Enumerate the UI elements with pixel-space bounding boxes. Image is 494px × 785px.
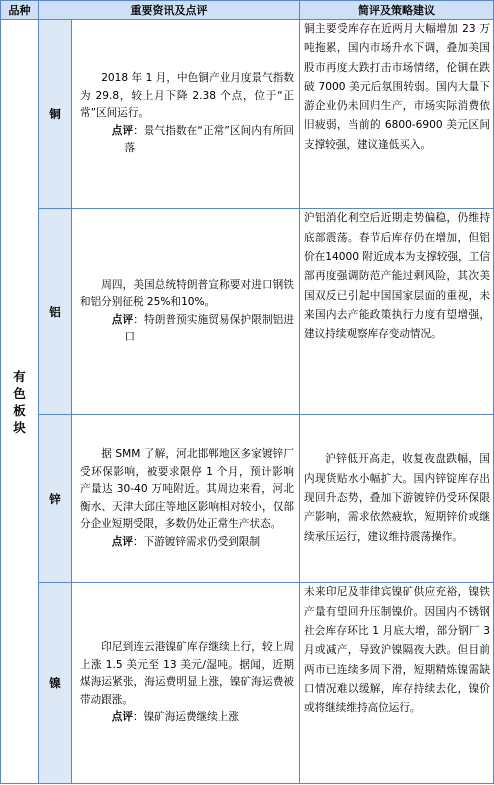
header-category: 品种	[1, 1, 39, 20]
comment-zinc	[93, 534, 294, 552]
header-news: 重要资讯及点评	[39, 1, 300, 20]
table-row-zinc	[1, 415, 494, 583]
comment-prefix: 点评	[111, 124, 134, 137]
metal-label-zinc: 锌	[39, 415, 72, 583]
metal-label-aluminium: 铝	[39, 209, 72, 415]
table-row-aluminium	[1, 209, 494, 415]
news-text-copper: 2018 年 1 月，中色铜产业月度景气指数为 29.8，较上月下降 2.38 个点，位于“正常”区间运行。	[80, 72, 294, 120]
comment-text-aluminium: ：特朗普预实施贸易保护限制铝进口	[124, 313, 295, 344]
news-cell-aluminium	[72, 209, 300, 415]
comment-text-nickel: ：镍矿海运费继续上涨	[132, 711, 239, 724]
category-cell	[1, 20, 39, 784]
metal-label-copper: 铜	[39, 20, 72, 209]
header-strategy: 简评及策略建议	[300, 1, 494, 20]
metal-label-nickel: 镍	[39, 583, 72, 784]
comment-prefix: 点评	[111, 313, 134, 326]
news-cell-zinc	[72, 415, 300, 583]
table-row-copper	[1, 20, 494, 209]
comment-aluminium	[93, 312, 294, 347]
comment-copper	[93, 123, 294, 158]
strategy-cell-copper: 铜主要受库存在近两月大幅增加 23 万吨拖累，国内市场升水下调，叠加美国股市再度大跌打击市场情绪，伦铜在跌破 7000 美元后氛围转弱。国内大量下游企业仍未回归生产，市场实际消费依旧疲弱，当前的 6800-6900 美元区间支撑较强，建议逢低买入。	[300, 20, 494, 209]
comment-nickel	[93, 709, 294, 727]
news-text-zinc: 据 SMM 了解，河北邯郸地区多家镀锌厂受环保影响，被要求限停 1 个月，预计影响产量达 30-40 万吨附近。其周边来看，河北衡水、天津大邱庄等地区影响相对较小，仅部分企业短期受限，多数仍处正常生产状态。	[80, 448, 294, 531]
strategy-cell-zinc: 沪锌低开高走，收复夜盘跌幅，国内现货贴水小幅扩大。国内锌锭库存出现回升态势，叠加下游镀锌仍受环保限产影响，需求依然疲软，短期锌价或继续承压运行，建议维持震荡操作。	[300, 415, 494, 583]
category-label: 有色板块	[13, 368, 26, 435]
news-cell-copper	[72, 20, 300, 209]
news-text-aluminium: 周四，美国总统特朗普宣称要对进口钢铁和铝分别征税 25%和10%。	[80, 278, 294, 309]
comment-prefix: 点评	[111, 711, 133, 724]
news-text-nickel: 印尼到连云港镍矿库存继续上行，较上周上涨 1.5 美元至 13 美元/湿吨。据闻，近期煤海运紧张，海运费明显上涨，镍矿海运费被带动跟涨。	[80, 641, 294, 706]
comment-prefix: 点评	[111, 535, 133, 548]
strategy-cell-aluminium: 沪铝消化利空后近期走势偏稳，仍维持底部震荡。春节后库存仍在增加，但铝价在14000 附近成本为支撑较强，工信部再度强调防范产能过剩风险，其次美国双反已引起中国国家层面的重视，未来国内去产能政策执行力度有望增强，建议持续观察库存变动情况。	[300, 209, 494, 415]
comment-text-copper: ：景气指数在“正常”区间内有所回落	[124, 124, 294, 155]
strategy-cell-nickel: 未来印尼及菲律宾镍矿供应充裕，镍铁产量有望回升压制镍价。因国内不锈钢社会库存环比 1 月底大增，部分钢厂 3 月或减产，导致沪镍隔夜大跌。但目前两市已连续多周下滑，短期精炼镍需缺口情况难以缓解，库存持续去化，镍价或将继续维持高位运行。	[300, 583, 494, 784]
table-row-nickel	[1, 583, 494, 784]
news-cell-nickel	[72, 583, 300, 784]
table-header-row	[1, 1, 494, 20]
comment-text-zinc: ：下游镀锌需求仍受到限制	[132, 535, 261, 548]
